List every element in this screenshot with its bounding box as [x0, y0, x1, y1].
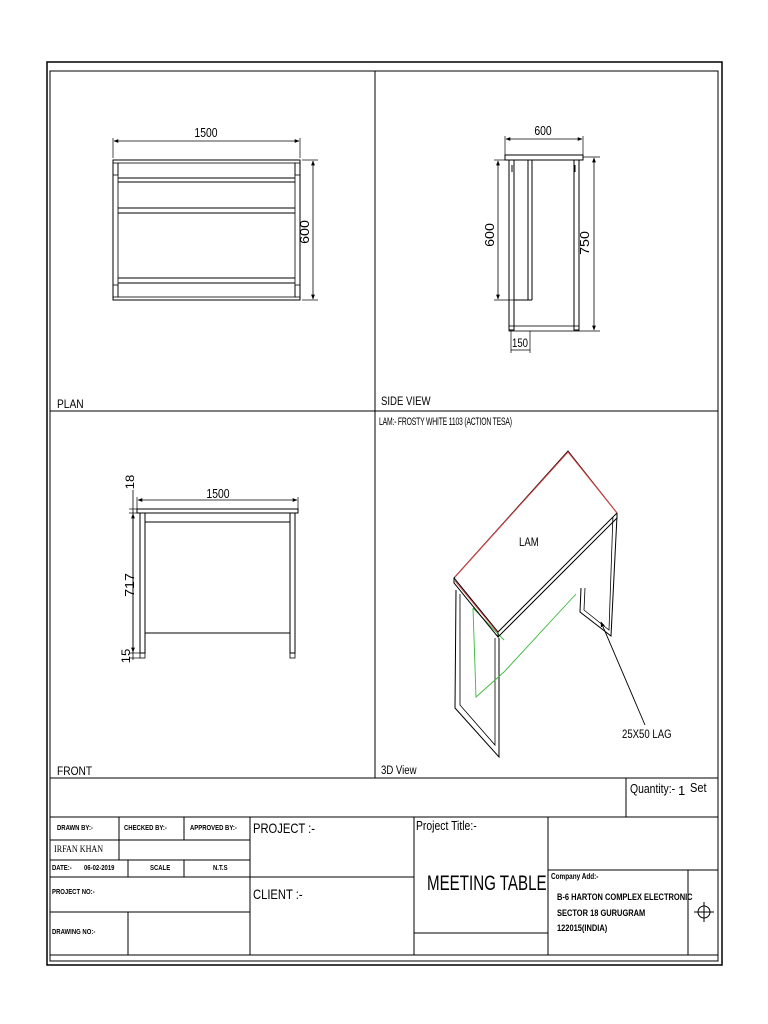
side-view-label: SIDE VIEW — [381, 395, 431, 409]
address-line-2: SECTOR 18 GURUGRAM — [557, 908, 646, 918]
scale-label: SCALE — [150, 865, 171, 872]
front-view — [129, 490, 298, 660]
project-label: PROJECT :- — [253, 820, 316, 836]
isometric-table — [454, 451, 645, 757]
approved-by-label: APPROVED BY:- — [190, 825, 237, 832]
quantity-label: Quantity:- — [630, 781, 676, 796]
scale-value: N.T.S — [213, 865, 228, 872]
drawn-by-label: DRAWN BY:- — [57, 825, 93, 832]
iso-view-label: 3D View — [381, 764, 417, 778]
crosshair-icon — [694, 902, 714, 922]
side-dim-width: 600 — [534, 123, 552, 139]
project-title-label: Project Title:- — [416, 818, 477, 833]
plan-label: PLAN — [57, 398, 84, 412]
date-value: 06-02-2019 — [84, 865, 115, 872]
quantity-value: 1 — [678, 783, 686, 798]
leg-label: 25X50 LAG — [622, 728, 672, 742]
plan-view — [113, 138, 318, 300]
plan-dim-length: 1500 — [194, 125, 218, 141]
material-note: LAM:- FROSTY WHITE 1103 (ACTION TESA) — [379, 415, 512, 428]
address-line-3: 122015(INDIA) — [557, 923, 608, 933]
project-no-label: PROJECT NO:- — [52, 889, 95, 896]
checked-by-label: CHECKED BY:- — [124, 825, 167, 832]
title-block-grid — [50, 817, 718, 955]
company-add-label: Company Add:- — [551, 872, 599, 881]
address-line-1: B-6 HARTON COMPLEX ELECTRONIC — [557, 892, 693, 902]
date-label: DATE:- — [52, 865, 72, 872]
front-dim-height: 717 — [122, 573, 137, 597]
quantity-unit: Set — [690, 780, 707, 795]
front-dim-foot: 15 — [119, 648, 133, 664]
front-view-label: FRONT — [57, 765, 93, 779]
project-title: MEETING TABLE — [427, 872, 547, 895]
front-dim-top: 18 — [123, 474, 137, 490]
front-dim-length: 1500 — [206, 486, 230, 502]
drawn-by-value: IRFAN KHAN — [54, 844, 104, 854]
lam-label: LAM — [519, 536, 539, 550]
side-dim-foot: 150 — [511, 337, 529, 351]
client-label: CLIENT :- — [253, 886, 303, 902]
side-dim-height: 750 — [577, 231, 592, 255]
side-dim-inner: 600 — [482, 223, 497, 247]
plan-dim-depth: 600 — [297, 220, 312, 244]
drawing-no-label: DRAWING NO:- — [52, 929, 96, 936]
